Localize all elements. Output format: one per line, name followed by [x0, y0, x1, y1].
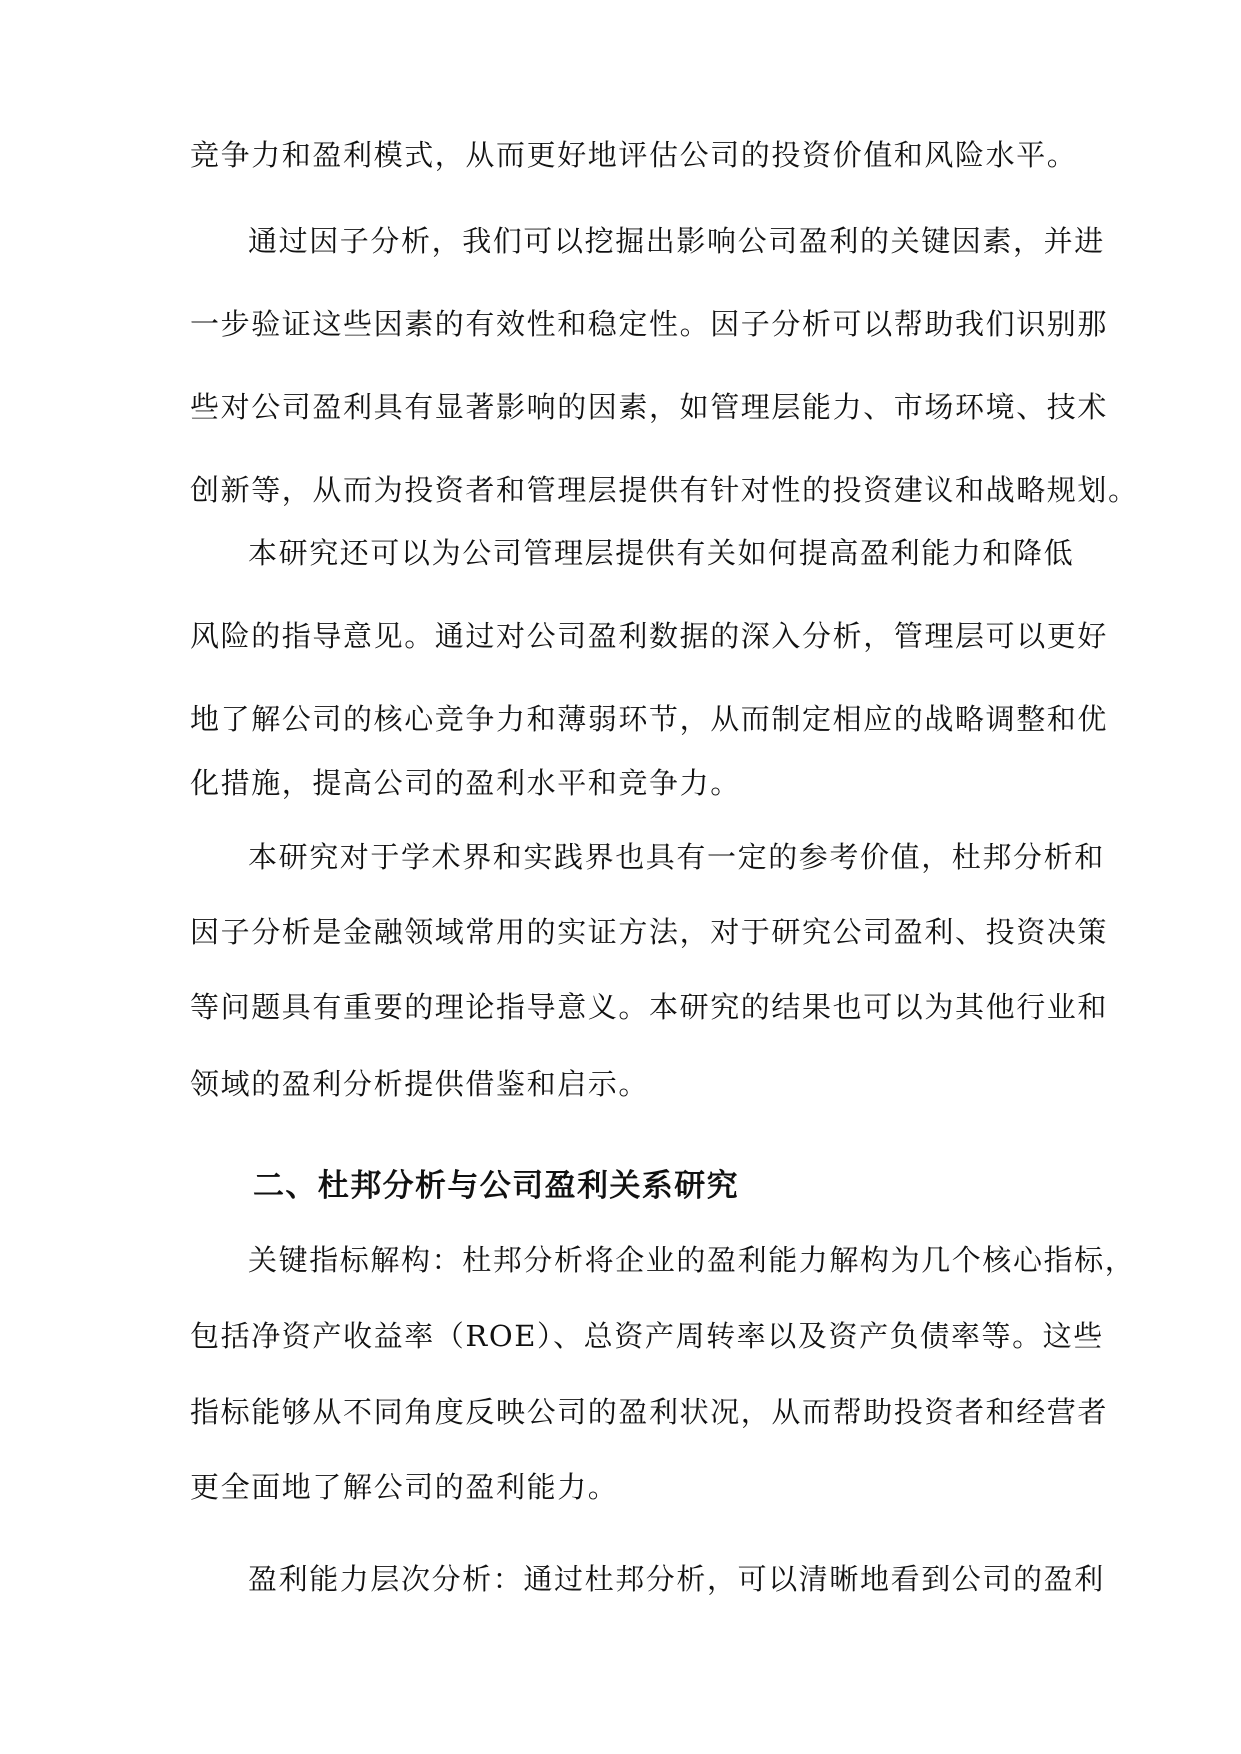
paragraph-line: 创新等，从而为投资者和管理层提供有针对性的投资建议和战略规划。 [190, 473, 1139, 507]
section-heading: 二、杜邦分析与公司盈利关系研究 [253, 1168, 739, 1204]
paragraph-line: 等问题具有重要的理论指导意义。本研究的结果也可以为其他行业和 [190, 990, 1109, 1024]
paragraph-line: 本研究还可以为公司管理层提供有关如何提高盈利能力和降低 [248, 536, 1075, 570]
paragraph-line: 包括净资产收益率（ROE）、总资产周转率以及资产负债率等。这些 [190, 1319, 1104, 1353]
paragraph-line: 一步验证这些因素的有效性和稳定性。因子分析可以帮助我们识别那 [190, 307, 1109, 341]
paragraph-line: 风险的指导意见。通过对公司盈利数据的深入分析，管理层可以更好 [190, 619, 1109, 653]
paragraph-line: 盈利能力层次分析：通过杜邦分析，可以清晰地看到公司的盈利 [248, 1562, 1105, 1596]
paragraph-line: 些对公司盈利具有显著影响的因素，如管理层能力、市场环境、技术 [190, 390, 1109, 424]
paragraph-line: 因子分析是金融领域常用的实证方法，对于研究公司盈利、投资决策 [190, 915, 1109, 949]
paragraph-line: 本研究对于学术界和实践界也具有一定的参考价值，杜邦分析和 [248, 840, 1105, 874]
paragraph-line: 通过因子分析，我们可以挖掘出影响公司盈利的关键因素，并进 [248, 224, 1105, 258]
paragraph-line: 化措施，提高公司的盈利水平和竞争力。 [190, 766, 741, 800]
paragraph-line: 指标能够从不同角度反映公司的盈利状况，从而帮助投资者和经营者 [190, 1395, 1109, 1429]
paragraph-line: 更全面地了解公司的盈利能力。 [190, 1470, 619, 1504]
paragraph-line: 地了解公司的核心竞争力和薄弱环节，从而制定相应的战略调整和优 [190, 702, 1109, 736]
paragraph-line: 关键指标解构：杜邦分析将企业的盈利能力解构为几个核心指标， [248, 1243, 1136, 1277]
paragraph-line: 竞争力和盈利模式，从而更好地评估公司的投资价值和风险水平。 [190, 138, 1078, 172]
paragraph-line: 领域的盈利分析提供借鉴和启示。 [190, 1067, 650, 1101]
